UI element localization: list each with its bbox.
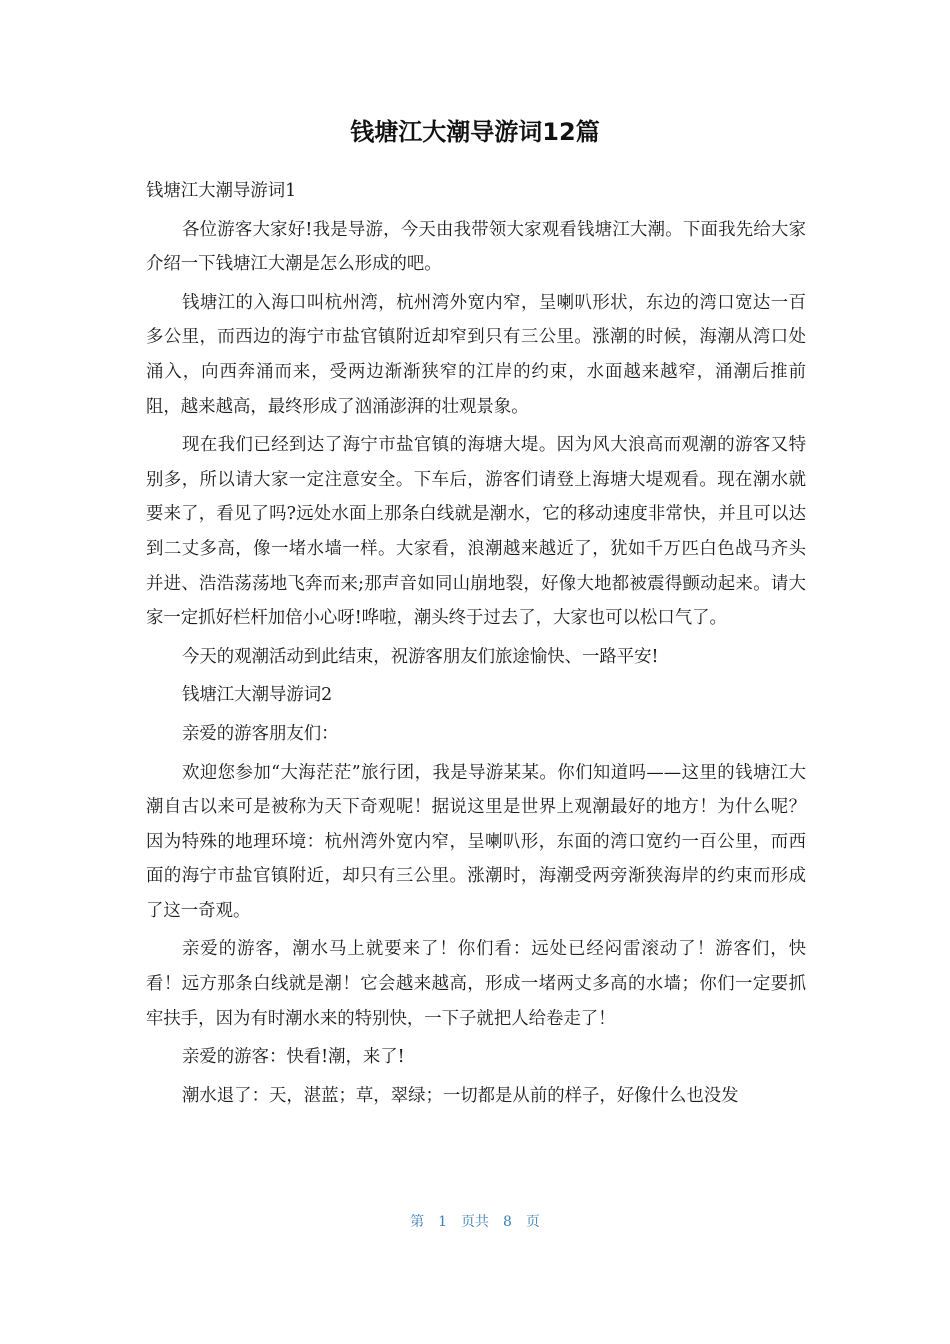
page-footer <box>0 1208 950 1236</box>
section-heading: 钱塘江大潮导游词1 <box>146 181 297 201</box>
footer-current-page: 1 <box>438 1214 447 1230</box>
document-body <box>146 174 806 1117</box>
paragraph: 欢迎您参加“大海茫茫”旅行团，我是导游某某。你们知道吗——这里的钱塘江大潮自古以来可是被称为天下奇观呢！据说这里是世界上观潮最好的地方！为什么呢？因为特殊的地理环境：杭州湾外宽内窄，呈喇叭形，东面的湾口宽约一百公里，而西面的海宁市盐官镇附近，却只有三公里。涨潮时，海潮受两旁渐狭海岸的约束而形成了这一奇观。 <box>146 762 806 921</box>
section-heading: 钱塘江大潮导游词2 <box>182 685 333 706</box>
paragraph: 现在我们已经到达了海宁市盐官镇的海塘大堤。因为风大浪高而观潮的游客又特别多，所以请大家一定注意安全。下车后，游客们请登上海塘大堤观看。现在潮水就要来了，看见了吗?远处水面上那条白线就是潮水，它的移动速度非常快，并且可以达到二丈多高，像一堵水墙一样。大家看，浪潮越来越近了，犹如千万匹白色战马齐头并进、浩浩荡荡地飞奔而来;那声音如同山崩地裂，好像大地都被震得颤动起来。请大家一定抓好栏杆加倍小心呀!哗啦，潮头终于过去了，大家也可以松口气了。 <box>146 435 806 629</box>
footer-prefix: 第 <box>410 1214 425 1230</box>
paragraph: 亲爱的游客朋友们： <box>182 723 339 744</box>
paragraph: 亲爱的游客：快看!潮，来了! <box>182 1047 405 1068</box>
paragraph: 亲爱的游客，潮水马上就要来了！你们看：远处已经闷雷滚动了！游客们，快看！远方那条白线就是潮！它会越来越高，形成一堵两丈多高的水墙；你们一定要抓牢扶手，因为有时潮水来的特别快，一下子就把人给卷走了！ <box>146 939 806 1029</box>
footer-total-pages: 8 <box>503 1214 512 1230</box>
paragraph: 潮水退了：天，湛蓝；草，翠绿；一切都是从前的样子，好像什么也没发 <box>182 1085 739 1106</box>
paragraph: 钱塘江的入海口叫杭州湾，杭州湾外宽内窄，呈喇叭形状，东边的湾口宽达一百多公里，而西边的海宁市盐官镇附近却窄到只有三公里。涨潮的时候，海潮从湾口处涌入，向西奔涌而来，受两边渐渐狭窄的江岸的约束，水面越来越窄，涌潮后推前阻，越来越高，最终形成了汹涌澎湃的壮观景象。 <box>146 292 806 417</box>
paragraph: 今天的观潮活动到此结束，祝游客朋友们旅途愉快、一路平安! <box>182 646 659 667</box>
paragraph: 各位游客大家好!我是导游，今天由我带领大家观看钱塘江大潮。下面我先给大家介绍一下钱塘江大潮是怎么形成的吧。 <box>146 219 806 275</box>
footer-middle: 页共 <box>461 1214 489 1230</box>
footer-suffix: 页 <box>525 1214 540 1230</box>
document-title: 钱塘江大潮导游词12篇 <box>350 118 600 146</box>
